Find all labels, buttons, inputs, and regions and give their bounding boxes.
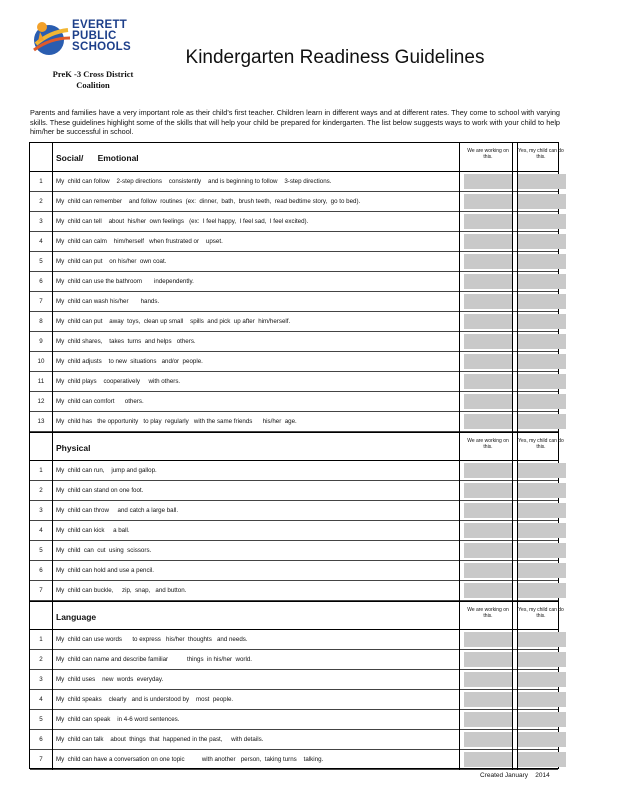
table-row [30,630,558,650]
table-row [30,172,558,192]
row-number: 5 [39,258,43,265]
yes-checkbox[interactable] [517,174,566,189]
yes-checkbox[interactable] [517,483,566,498]
working-checkbox[interactable] [464,632,513,647]
row-number: 6 [39,278,43,285]
table-row [30,372,558,392]
row-number: 2 [39,487,43,494]
skill-statement: My child plays cooperatively with others. [56,378,181,385]
row-number: 1 [39,636,43,643]
row-number: 10 [37,358,45,365]
logo-line-2: PUBLIC [72,30,117,42]
yes-checkbox[interactable] [517,194,566,209]
row-number: 4 [39,238,43,245]
section-title: Physical [56,443,91,453]
working-checkbox[interactable] [464,314,513,329]
table-row [30,561,558,581]
yes-column-label: Yes, my child can do this. [518,607,564,619]
working-checkbox[interactable] [464,483,513,498]
section-header [30,601,564,630]
row-number: 8 [39,318,43,325]
skill-statement: My child speaks clearly and is understood by most people. [56,696,234,703]
table-row [30,581,558,601]
row-number: 7 [39,298,43,305]
working-checkbox[interactable] [464,583,513,598]
working-checkbox[interactable] [464,374,513,389]
table-row [30,412,558,432]
yes-checkbox[interactable] [517,752,566,767]
yes-checkbox[interactable] [517,294,566,309]
row-number: 7 [39,756,43,763]
skill-statement: My child has the opportunity to play regularly with the same friends his/her age. [56,418,297,425]
table-row [30,650,558,670]
page-title: Kindergarten Readiness Guidelines [185,47,485,68]
table-row [30,750,558,770]
table-row [30,670,558,690]
section-header [30,143,564,172]
row-number: 13 [37,418,45,425]
row-number: 2 [39,198,43,205]
working-checkbox[interactable] [464,234,513,249]
yes-checkbox[interactable] [517,394,566,409]
guidelines-table [29,142,564,769]
skill-statement: My child can buckle, zip, snap, and button. [56,587,187,594]
working-checkbox[interactable] [464,214,513,229]
working-checkbox[interactable] [464,354,513,369]
working-checkbox[interactable] [464,394,513,409]
yes-checkbox[interactable] [517,712,566,727]
yes-checkbox[interactable] [517,314,566,329]
skill-statement: My child can put away toys, clean up small spills and pick up after him/herself. [56,318,291,325]
table-row [30,272,558,292]
skill-statement: My child can talk about things that happened in the past, with details. [56,736,264,743]
working-checkbox[interactable] [464,712,513,727]
working-checkbox[interactable] [464,414,513,429]
working-checkbox[interactable] [464,752,513,767]
row-number: 1 [39,467,43,474]
row-number: 3 [39,218,43,225]
yes-checkbox[interactable] [517,354,566,369]
row-number: 2 [39,656,43,663]
number-divider [52,143,53,770]
table-row [30,501,558,521]
yes-checkbox[interactable] [517,254,566,269]
skill-statement: My child can tell about his/her own feelings (ex: I feel happy, I feel sad, I feel excited). [56,218,309,225]
skill-statement: My child can throw and catch a large ball. [56,507,179,514]
working-column-label: We are working on this. [467,148,509,160]
row-number: 3 [39,507,43,514]
skill-statement: My child can wash his/her hands. [56,298,160,305]
table-row [30,192,558,212]
skill-statement: My child can use words to express his/her thoughts and needs. [56,636,248,643]
skill-statement: My child can cut using scissors. [56,547,152,554]
table-row [30,481,558,501]
skill-statement: My child uses new words everyday. [56,676,164,683]
working-checkbox[interactable] [464,174,513,189]
table-row [30,392,558,412]
working-checkbox[interactable] [464,274,513,289]
working-checkbox[interactable] [464,334,513,349]
yes-checkbox[interactable] [517,274,566,289]
row-number: 9 [39,338,43,345]
working-checkbox[interactable] [464,254,513,269]
yes-checkbox[interactable] [517,503,566,518]
working-checkbox[interactable] [464,503,513,518]
table-row [30,710,558,730]
yes-column-label: Yes, my child can do this. [518,438,564,450]
row-number: 1 [39,178,43,185]
yes-checkbox[interactable] [517,583,566,598]
yes-checkbox[interactable] [517,692,566,707]
coalition-line-1: PreK -3 Cross District [52,69,134,79]
section-title: Social/ Emotional [56,153,139,163]
row-number: 7 [39,587,43,594]
skill-statement: My child can use the bathroom independently. [56,278,194,285]
yes-checkbox[interactable] [517,414,566,429]
working-column-divider [459,143,460,770]
district-logo [28,14,148,68]
table-row [30,212,558,232]
row-number: 11 [37,378,45,385]
table-row [30,332,558,352]
skill-statement: My child can speak in 4-6 word sentences. [56,716,180,723]
working-checkbox[interactable] [464,463,513,478]
skill-statement: My child can calm him/herself when frustrated or upset. [56,238,223,245]
table-row [30,521,558,541]
skill-statement: My child can put on his/her own coat. [56,258,167,265]
yes-column-label: Yes, my child can do this. [518,148,564,160]
intro-paragraph: Parents and families have a very important role as their child's first teacher. Children learn in different ways and at different rates. They come to school with varying skills. These guidelines highlight some of the skills that will help your child be prepared for kindergarten. The list below suggests ways to work with your child to help him/her be successful in school. [30,108,560,137]
coalition-label [43,69,143,91]
row-number: 6 [39,567,43,574]
yes-checkbox[interactable] [517,543,566,558]
skill-statement: My child shares, takes turns and helps others. [56,338,196,345]
row-number: 6 [39,736,43,743]
working-column-label: We are working on this. [467,607,509,619]
working-checkbox[interactable] [464,732,513,747]
skill-statement: My child can comfort others. [56,398,144,405]
row-number: 5 [39,547,43,554]
skill-statement: My child can follow 2-step directions consistently and is beginning to follow 3-step directions. [56,178,332,185]
working-checkbox[interactable] [464,294,513,309]
skill-statement: My child can hold and use a pencil. [56,567,155,574]
section-title: Language [56,612,97,622]
yes-checkbox[interactable] [517,334,566,349]
skill-statement: My child can stand on one foot. [56,487,144,494]
yes-checkbox[interactable] [517,523,566,538]
working-checkbox[interactable] [464,543,513,558]
skill-statement: My child can run, jump and gallop. [56,467,157,474]
table-row [30,292,558,312]
working-checkbox[interactable] [464,652,513,667]
logo-line-1: EVERETT [72,19,128,31]
skill-statement: My child can have a conversation on one topic with another person, taking turns talking. [56,756,324,763]
table-row [30,252,558,272]
skill-statement: My child can remember and follow routines (ex: dinner, bath, brush teeth, read bedtime story, go to bed). [56,198,361,205]
table-row [30,352,558,372]
row-number: 4 [39,696,43,703]
section-header [30,432,564,461]
working-column-label: We are working on this. [467,438,509,450]
yes-column-divider [512,143,513,770]
row-number: 5 [39,716,43,723]
working-checkbox[interactable] [464,672,513,687]
row-number: 4 [39,527,43,534]
table-row [30,312,558,332]
table-row [30,232,558,252]
yes-checkbox[interactable] [517,632,566,647]
table-row [30,541,558,561]
table-row [30,461,558,481]
yes-checkbox[interactable] [517,652,566,667]
yes-checkbox[interactable] [517,563,566,578]
yes-checkbox[interactable] [517,463,566,478]
yes-column-divider-inner [517,143,518,770]
working-checkbox[interactable] [464,563,513,578]
working-checkbox[interactable] [464,692,513,707]
created-date: Created January 2014 [480,772,550,779]
working-checkbox[interactable] [464,194,513,209]
skill-statement: My child adjusts to new situations and/or people. [56,358,203,365]
table-row [30,730,558,750]
yes-checkbox[interactable] [517,732,566,747]
logo-line-3: SCHOOLS [72,41,131,53]
row-number: 3 [39,676,43,683]
skill-statement: My child can kick a ball. [56,527,130,534]
yes-checkbox[interactable] [517,672,566,687]
yes-checkbox[interactable] [517,234,566,249]
working-checkbox[interactable] [464,523,513,538]
row-number: 12 [37,398,45,405]
yes-checkbox[interactable] [517,374,566,389]
coalition-line-2: Coalition [76,80,110,90]
yes-checkbox[interactable] [517,214,566,229]
table-row [30,690,558,710]
globe-icon [28,18,74,64]
skill-statement: My child can name and describe familiar things in his/her world. [56,656,253,663]
